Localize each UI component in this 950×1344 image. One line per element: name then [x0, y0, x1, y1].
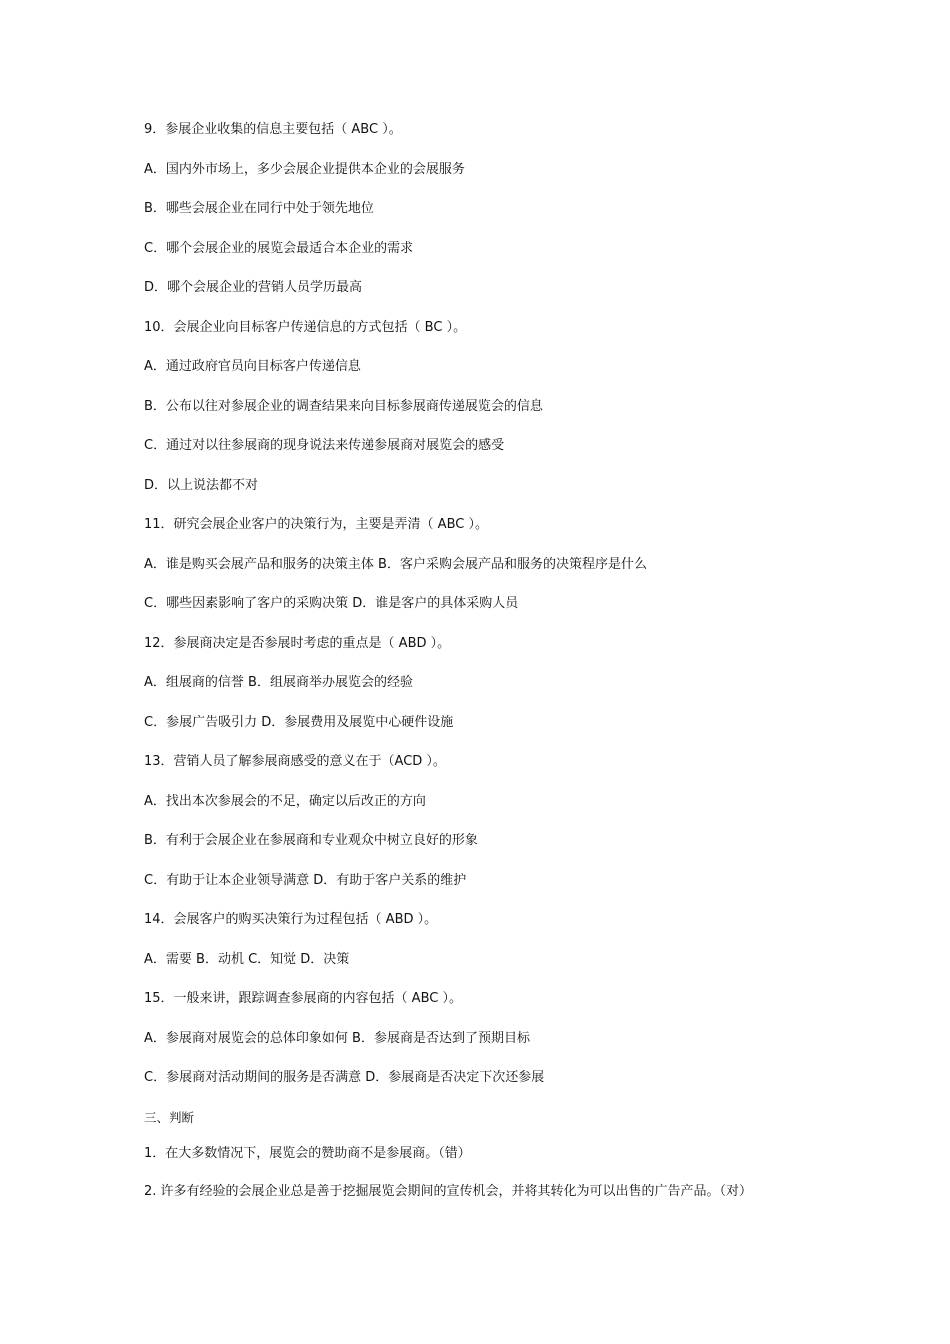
question-11-options-cd: C．哪些因素影响了客户的采购决策 D．谁是客户的具体采购人员	[144, 596, 519, 611]
question-11-options-ab: A．谁是购买会展产品和服务的决策主体 B．客户采购会展产品和服务的决策程序是什么	[144, 556, 647, 572]
question-15-options-cd: C．参展商对活动期间的服务是否满意 D．参展商是否决定下次还参展	[144, 1070, 545, 1085]
section-title: 三、判断	[144, 1109, 195, 1125]
question-13-option-a: A．找出本次参展会的不足，确定以后改正的方向	[144, 793, 426, 809]
question-14-options: A．需要 B．动机 C．知觉 D．决策	[144, 951, 350, 967]
question-13-option-b: B．有利于会展企业在参展商和专业观众中树立良好的形象	[144, 833, 478, 848]
question-9-option-a: A．国内外市场上，多少会展企业提供本企业的会展服务	[144, 161, 465, 177]
question-14: 14．会展客户的购买决策行为过程包括（ ABD ）。	[144, 912, 438, 927]
question-10-option-c: C．通过对以往参展商的现身说法来传递参展商对展览会的感受	[144, 438, 505, 453]
question-11: 11．研究会展企业客户的决策行为，主要是弄清（ ABC ）。	[144, 517, 488, 532]
question-9: 9．参展企业收集的信息主要包括（ ABC ）。	[144, 122, 402, 137]
question-13: 13．营销人员了解参展商感受的意义在于（ACD ）。	[144, 754, 446, 769]
question-10-option-b: B．公布以往对参展企业的调查结果来向目标参展商传递展览会的信息	[144, 398, 543, 414]
question-12-options-cd: C．参展广告吸引力 D．参展费用及展览中心硬件设施	[144, 714, 454, 730]
question-15: 15．一般来讲，跟踪调查参展商的内容包括（ ABC ）。	[144, 991, 462, 1006]
question-10-option-a: A．通过政府官员向目标客户传递信息	[144, 359, 361, 374]
question-13-options-cd: C．有助于让本企业领导满意 D．有助于客户关系的维护	[144, 872, 467, 888]
question-10-option-d: D．以上说法都不对	[144, 477, 259, 493]
document-page	[144, 122, 834, 1222]
judgment-2: 2. 许多有经验的会展企业总是善于挖掘展览会期间的宣传机会，并将其转化为可以出售的广告产品。（对）	[144, 1183, 753, 1199]
question-10: 10．会展企业向目标客户传递信息的方式包括（ BC ）。	[144, 319, 467, 335]
question-9-option-b: B．哪些会展企业在同行中处于领先地位	[144, 201, 374, 216]
question-9-option-c: C．哪个会展企业的展览会最适合本企业的需求	[144, 240, 414, 256]
question-12-options-ab: A．组展商的信誉 B．组展商举办展览会的经验	[144, 675, 413, 690]
judgment-1: 1．在大多数情况下，展览会的赞助商不是参展商。（错）	[144, 1145, 471, 1161]
question-12: 12．参展商决定是否参展时考虑的重点是（ ABD ）。	[144, 635, 451, 651]
question-15-options-ab: A．参展商对展览会的总体印象如何 B．参展商是否达到了预期目标	[144, 1030, 530, 1046]
question-9-option-d: D．哪个会展企业的营销人员学历最高	[144, 280, 363, 295]
